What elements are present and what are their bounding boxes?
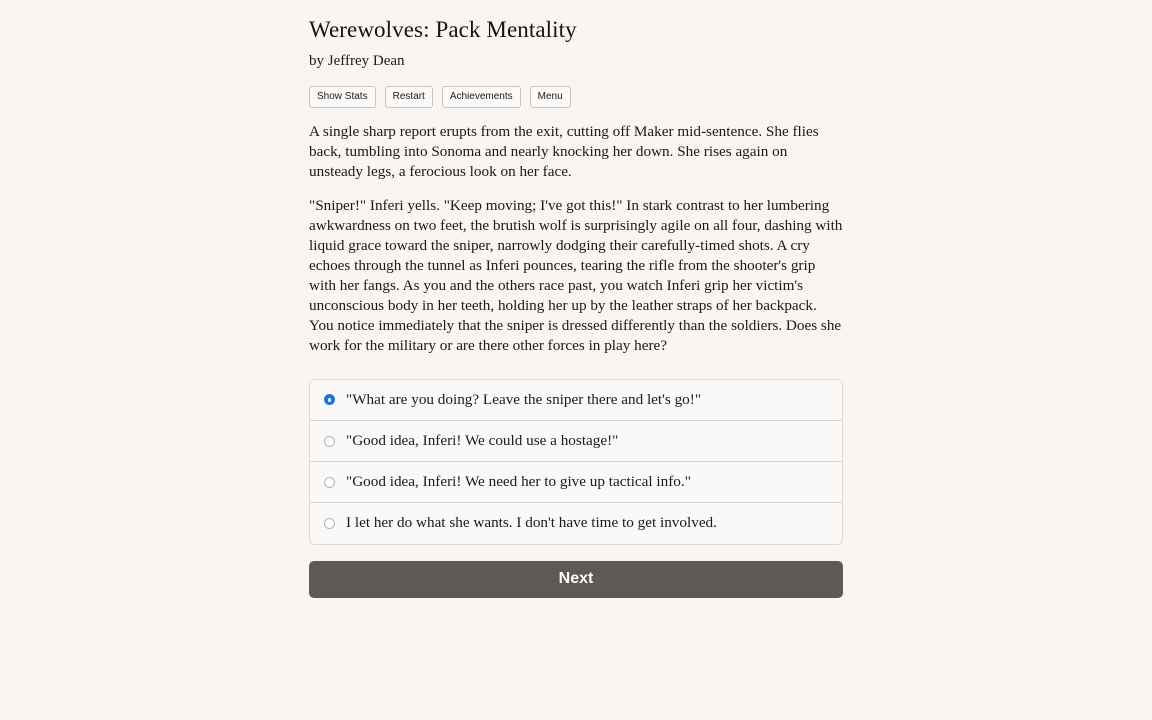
choice-option-1[interactable] (310, 380, 842, 421)
choice-option-label: "What are you doing? Leave the sniper there and let's go!" (346, 390, 702, 408)
page-title: Werewolves: Pack Mentality (309, 17, 577, 42)
toolbar (309, 86, 843, 108)
radio-icon[interactable] (324, 477, 335, 488)
choice-option-3[interactable] (310, 462, 842, 503)
restart-button[interactable]: Restart (385, 86, 433, 108)
choice-option-label: "Good idea, Inferi! We could use a hostage!" (346, 431, 619, 449)
choice-option-2[interactable] (310, 421, 842, 462)
radio-icon[interactable] (324, 436, 335, 447)
story-paragraph: A single sharp report erupts from the exit, cutting off Maker mid-sentence. She flies back, tumbling into Sonoma and nearly knocking her down. She rises again on unsteady legs, a ferocious look on her face. (309, 122, 819, 180)
menu-button[interactable]: Menu (530, 86, 571, 108)
radio-icon-selected[interactable] (324, 394, 335, 405)
story-text-container (309, 122, 843, 356)
choice-list (309, 379, 843, 545)
show-stats-button[interactable]: Show Stats (309, 86, 376, 108)
achievements-button[interactable]: Achievements (442, 86, 521, 108)
author-byline: by Jeffrey Dean (309, 52, 405, 69)
choice-option-label: "Good idea, Inferi! We need her to give up tactical info." (346, 473, 691, 491)
choice-option-4[interactable] (310, 503, 842, 543)
radio-icon[interactable] (324, 518, 335, 529)
next-button[interactable]: Next (309, 561, 843, 598)
story-paragraph: "Sniper!" Inferi yells. "Keep moving; I've got this!" In stark contrast to her lumbering awkwardness on two feet, the brutish wolf is surprisingly agile on all four, dashing with liquid grace toward the sniper, narrowly dodging their carefully-timed shots. A cry echoes through the tunnel as Inferi pounces, tearing the rifle from the shooter's grip with her fangs. As you and the others race past, you watch Inferi grip her victim's unconscious body in her teeth, holding her up by the leather straps of her backpack. You notice immediately that the sniper is dressed differently than the soldiers. Does she work for the military or are there other forces in play here? (309, 197, 843, 354)
game-page (309, 0, 843, 598)
choice-option-label: I let her do what she wants. I don't have time to get involved. (346, 514, 717, 532)
